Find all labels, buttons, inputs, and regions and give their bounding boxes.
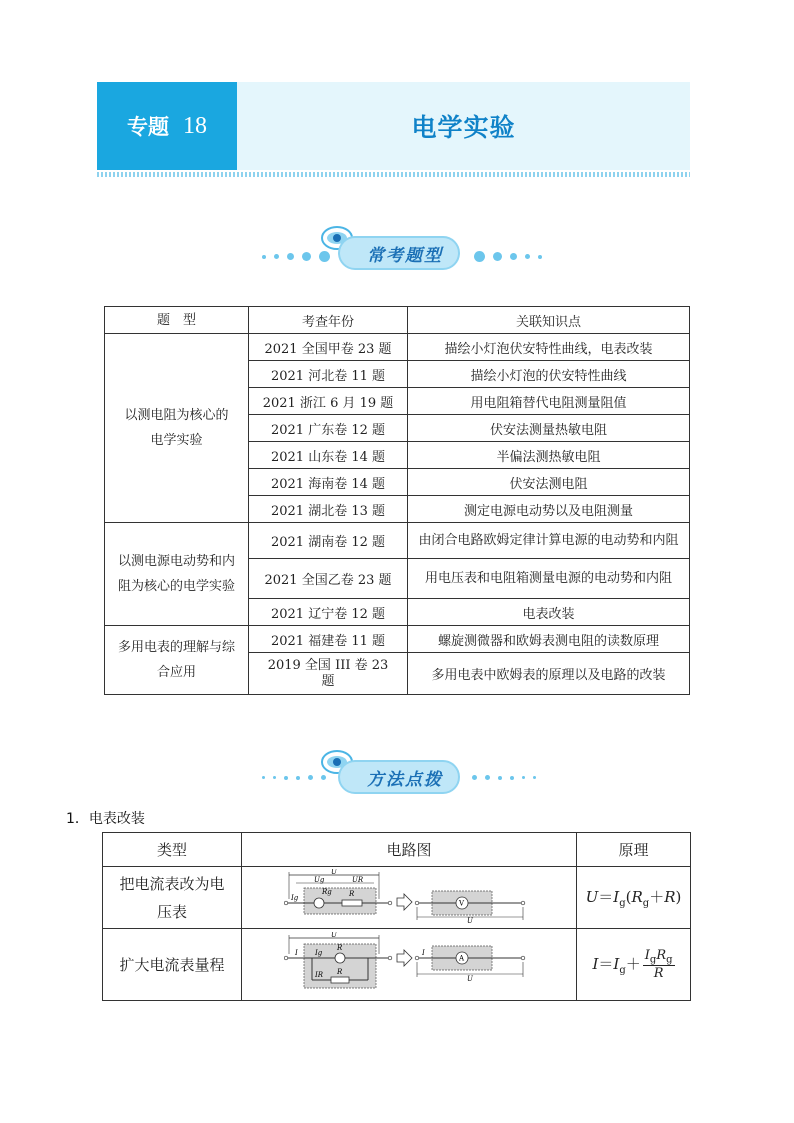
label-ug: Ug (314, 875, 325, 884)
section-badge (338, 760, 460, 794)
label-a: A (459, 954, 465, 962)
method-heading: 1．电表改装 (66, 811, 145, 827)
label-ig: Ig (315, 948, 323, 957)
col-header-type: 类型 (103, 833, 242, 867)
point-cell: 用电压表和电阻箱测量电源的电动势和内阻 (408, 559, 690, 599)
point-cell: 电表改装 (408, 599, 690, 626)
point-cell: 描绘小灯泡的伏安特性曲线 (408, 361, 690, 388)
year-cell: 2021 福建卷 11 题 (249, 626, 408, 653)
table-row (103, 867, 691, 929)
label-i2: I (422, 948, 425, 957)
label-r: R (349, 889, 355, 898)
table-row (105, 626, 690, 653)
year-cell: 2019 全国 III 卷 23 题 (249, 653, 408, 695)
label-rg: Rg (322, 887, 332, 896)
point-cell: 由闭合电路欧姆定律计算电源的电动势和内阻 (408, 523, 690, 559)
label-r: R (337, 967, 343, 976)
label-u: U (331, 868, 337, 876)
year-cell: 2021 全国甲卷 23 题 (249, 334, 408, 361)
point-cell: 伏安法测量热敏电阻 (408, 415, 690, 442)
circuit-cell (242, 929, 577, 1001)
circuit-cell (242, 867, 577, 929)
year-cell: 2021 浙江 6 月 19 题 (249, 388, 408, 415)
chapter-title-box (237, 82, 690, 170)
exam-topics-table (104, 306, 690, 695)
year-cell: 2021 全国乙卷 23 题 (249, 559, 408, 599)
col-header-circuit: 电路图 (242, 833, 577, 867)
group-type: 多用电表的理解与综合应用 (105, 626, 249, 695)
label-ur: UR (352, 875, 364, 884)
table-row (105, 334, 690, 361)
label-i: I (295, 948, 298, 957)
col-header-type: 题 型 (105, 307, 249, 334)
section-method-tips (0, 748, 794, 808)
label-u2: U (467, 974, 473, 983)
point-cell: 用电阻箱替代电阻测量阻值 (408, 388, 690, 415)
point-cell: 描绘小灯泡伏安特性曲线，电表改装 (408, 334, 690, 361)
principle-formula: $I=I_g+$ $\frac{I_gR_g}{R}$ (577, 929, 691, 1001)
col-header-points: 关联知识点 (408, 307, 690, 334)
point-cell: 半偏法测热敏电阻 (408, 442, 690, 469)
label-ir: IR (315, 970, 324, 979)
section-badge (338, 236, 460, 270)
year-cell: 2021 山东卷 14 题 (249, 442, 408, 469)
left-dots (262, 251, 330, 262)
col-header-year: 考查年份 (249, 307, 408, 334)
col-header-principle: 原理 (577, 833, 691, 867)
type-cell: 把电流表改为电压表 (103, 867, 242, 929)
group-type: 以测电阻为核心的电学实验 (105, 334, 249, 523)
group-type: 以测电源电动势和内阻为核心的电学实验 (105, 523, 249, 626)
ammeter-range-diagram (284, 932, 534, 994)
label-ig: Ig (291, 893, 299, 902)
chapter-banner (97, 82, 690, 170)
chapter-label: 专题 (127, 114, 169, 139)
label-u2: U (467, 916, 473, 923)
chapter-label-box (97, 82, 237, 170)
year-cell: 2021 湖南卷 12 题 (249, 523, 408, 559)
year-cell: 2021 河北卷 11 题 (249, 361, 408, 388)
voltmeter-conversion-diagram (284, 869, 534, 923)
banner-stripe (97, 172, 690, 177)
point-cell: 螺旋测微器和欧姆表测电阻的读数原理 (408, 626, 690, 653)
principle-formula: $U=I_g(R_g+R)$ (577, 867, 691, 929)
point-cell: 多用电表中欧姆表的原理以及电路的改装 (408, 653, 690, 695)
year-cell: 2021 辽宁卷 12 题 (249, 599, 408, 626)
label-rg: R (337, 943, 343, 952)
section-title: 常考题型 (367, 245, 443, 266)
chapter-title: 电学实验 (411, 113, 516, 142)
fraction: $\frac{I_gR_g}{R}$ (644, 947, 673, 982)
label-u: U (331, 931, 337, 939)
section-common-types (0, 224, 794, 284)
right-dots (474, 251, 542, 262)
section-title: 方法点拨 (367, 769, 443, 790)
label-v: V (459, 899, 465, 907)
chapter-number: 18 (183, 112, 207, 139)
year-cell: 2021 广东卷 12 题 (249, 415, 408, 442)
point-cell: 测定电源电动势以及电阻测量 (408, 496, 690, 523)
right-dots (472, 775, 536, 780)
year-cell: 2021 湖北卷 13 题 (249, 496, 408, 523)
point-cell: 伏安法测电阻 (408, 469, 690, 496)
table-row (105, 523, 690, 559)
year-cell: 2021 海南卷 14 题 (249, 469, 408, 496)
meter-conversion-table (102, 832, 691, 1001)
type-cell: 扩大电流表量程 (103, 929, 242, 1001)
table-row (103, 929, 691, 1001)
left-dots (262, 775, 326, 780)
